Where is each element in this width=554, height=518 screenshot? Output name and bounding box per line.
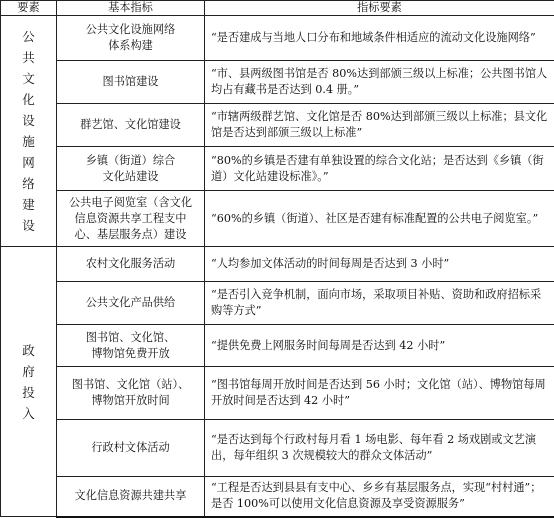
requirement-cell: “人均参加文体活动的时间每周是否达到 3 小时” (205, 247, 554, 282)
table-row (1, 104, 554, 147)
indicator-cell: 农村文化服务活动 (57, 247, 205, 282)
table-row (1, 247, 554, 282)
requirement-cell: “是否建成与当地人口分布和地域条件相适应的流动文化设施网络” (205, 16, 554, 61)
header-indicator: 基本指标 (57, 1, 205, 16)
table-row (1, 420, 554, 477)
header-row (1, 1, 554, 16)
requirement-cell: “市、县两级图书馆是否 80%达到部颁三级以上标准；公共图书馆人均占有藏书是否达到 0.4 册。” (205, 61, 554, 104)
indicator-cell: 乡镇（街道）综合 文化站建设 (57, 147, 205, 191)
indicator-cell: 公共电子阅览室（含文化 信息资源共享工程支中 心、基层服务点）建设 (57, 191, 205, 247)
header-element: 要素 (1, 1, 57, 16)
requirement-cell: “60%的乡镇（街道）、社区是否建有标准配置的公共电子阅览室。” (205, 191, 554, 247)
table-row (1, 16, 554, 61)
indicator-cell: 图书馆、文化馆（站）、 博物馆开放时间 (57, 367, 205, 420)
indicator-cell: 行政村文体活动 (57, 420, 205, 477)
table-row (1, 191, 554, 247)
indicator-cell: 图书馆、文化馆、 博物馆免费开放 (57, 325, 205, 367)
indicator-cell: 公共文化设施网络 体系构建 (57, 16, 205, 61)
table-row (1, 282, 554, 325)
table-row (1, 147, 554, 191)
indicator-cell: 文化信息资源共建共享 (57, 477, 205, 517)
requirement-cell: “图书馆每周开放时间是否达到 56 小时；文化馆（站）、博物馆每周开放时间是否达到 42 小时” (205, 367, 554, 420)
element-cell-government: 政 府 投 入 (1, 247, 57, 517)
table-row (1, 61, 554, 104)
indicator-cell: 公共文化产品供给 (57, 282, 205, 325)
indicator-cell: 群艺馆、文化馆建设 (57, 104, 205, 147)
indicator-cell: 图书馆建设 (57, 61, 205, 104)
table-row (1, 477, 554, 517)
requirement-cell: “工程是否达到县县有支中心、乡乡有基层服务点，实现“村村通”；是否 100%可以使用文化信息资源及享受资源服务” (205, 477, 554, 517)
requirement-cell: “是否引入竞争机制，面向市场，采取项目补贴、资助和政府招标采购等方式” (205, 282, 554, 325)
header-requirement: 指标要素 (205, 1, 554, 16)
table-row (1, 325, 554, 367)
element-cell-facilities: 公 共 文 化 设 施 网 络 建 设 (1, 16, 57, 247)
requirement-cell: “提供免费上网服务时间每周是否达到 42 小时” (205, 325, 554, 367)
requirement-cell: “80%的乡镇是否建有单独设置的综合文化站；是否达到《乡镇（街道）文化站建设标准》。” (205, 147, 554, 191)
requirement-cell: “市辖两级群艺馆、文化馆是否 80%达到部颁三级以上标准；县文化馆是否达到部颁三级以上标准” (205, 104, 554, 147)
table-row (1, 367, 554, 420)
requirement-cell: “是否达到每个行政村每月看 1 场电影、每年看 2 场戏剧或文艺演出，每年组织 3 次规模较大的群众文体活动” (205, 420, 554, 477)
